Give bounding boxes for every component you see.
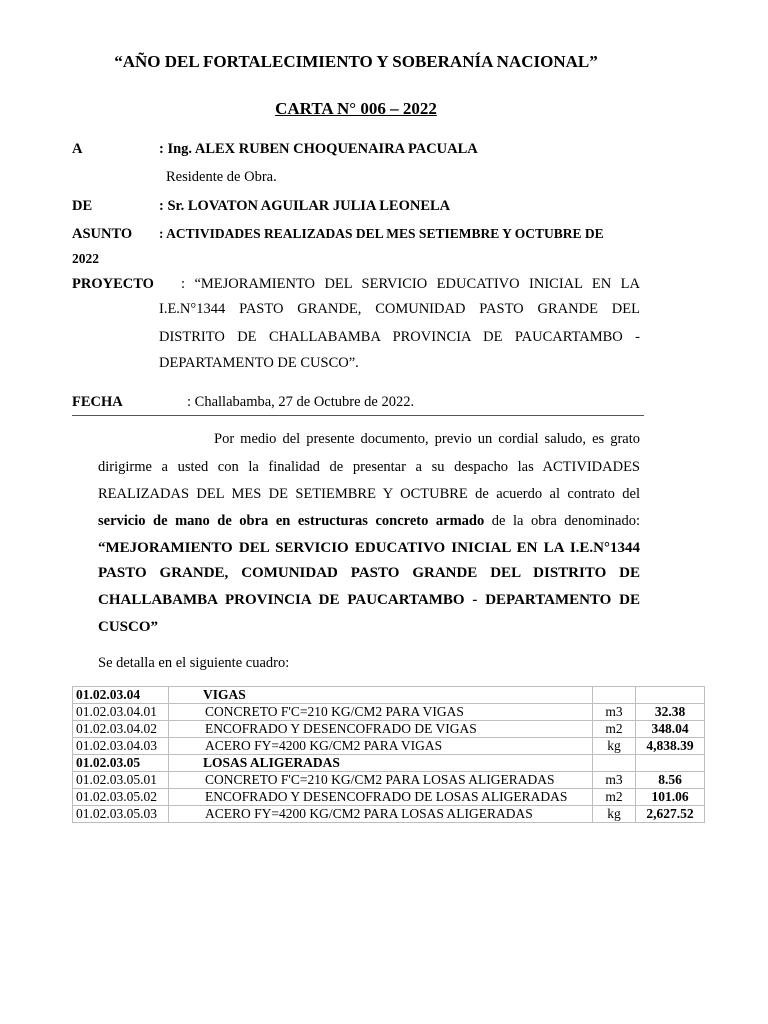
table-row bbox=[73, 772, 705, 789]
item-code: 01.02.03.05.03 bbox=[73, 806, 169, 823]
project-name-line: CHALLABAMBA PROVINCIA DE PAUCARTAMBO - DEPARTAMENTO DE bbox=[98, 592, 640, 608]
item-quantity: 8.56 bbox=[636, 772, 705, 789]
item-code: 01.02.03.04 bbox=[73, 687, 169, 704]
item-quantity bbox=[636, 755, 705, 772]
subject-value: : ACTIVIDADES REALIZADAS DEL MES SETIEMBRE Y OCTUBRE DE bbox=[159, 226, 604, 241]
body-line: dirigirme a usted con la finalidad de presentar a su despacho las ACTIVIDADES bbox=[98, 459, 640, 475]
item-quantity: 4,838.39 bbox=[636, 738, 705, 755]
body-line: Por medio del presente documento, previo un cordial saludo, es grato bbox=[214, 431, 640, 447]
table-group-row bbox=[73, 755, 705, 772]
item-description: ENCOFRADO Y DESENCOFRADO DE LOSAS ALIGERADAS bbox=[169, 789, 593, 806]
item-code: 01.02.03.05.01 bbox=[73, 772, 169, 789]
subject-label: ASUNTO bbox=[72, 226, 133, 242]
item-code: 01.02.03.04.02 bbox=[73, 721, 169, 738]
project-name-line: CUSCO” bbox=[98, 619, 159, 635]
letter-number-title: CARTA N° 006 – 2022 bbox=[275, 99, 437, 118]
item-description: CONCRETO F'C=210 KG/CM2 PARA LOSAS ALIGERADAS bbox=[169, 772, 593, 789]
item-quantity: 2,627.52 bbox=[636, 806, 705, 823]
item-unit bbox=[593, 687, 636, 704]
subject-year: 2022 bbox=[72, 251, 99, 266]
recipient-label: A bbox=[72, 141, 83, 157]
table-row bbox=[73, 721, 705, 738]
item-description: ENCOFRADO Y DESENCOFRADO DE VIGAS bbox=[169, 721, 593, 738]
project-line: : “MEJORAMIENTO DEL SERVICIO EDUCATIVO INICIAL EN LA bbox=[181, 276, 640, 292]
project-line: I.E.N°1344 PASTO GRANDE, COMUNIDAD PASTO GRANDE DEL bbox=[159, 301, 640, 317]
item-unit: m3 bbox=[593, 704, 636, 721]
item-description: VIGAS bbox=[169, 687, 593, 704]
item-quantity bbox=[636, 687, 705, 704]
body-line: REALIZADAS DEL MES DE SETIEMBRE Y OCTUBRE de acuerdo al contrato del bbox=[98, 486, 640, 502]
item-quantity: 32.38 bbox=[636, 704, 705, 721]
header-divider bbox=[72, 415, 644, 416]
activities-table bbox=[72, 686, 705, 823]
project-label: PROYECTO bbox=[72, 276, 154, 292]
table-group-row bbox=[73, 687, 705, 704]
item-description: LOSAS ALIGERADAS bbox=[169, 755, 593, 772]
item-unit: kg bbox=[593, 738, 636, 755]
item-code: 01.02.03.04.01 bbox=[73, 704, 169, 721]
project-line: DISTRITO DE CHALLABAMBA PROVINCIA DE PAUCARTAMBO - bbox=[159, 329, 640, 345]
table-row bbox=[73, 738, 705, 755]
item-code: 01.02.03.05 bbox=[73, 755, 169, 772]
item-description: ACERO FY=4200 KG/CM2 PARA LOSAS ALIGERADAS bbox=[169, 806, 593, 823]
project-line: DEPARTAMENTO DE CUSCO”. bbox=[159, 355, 359, 371]
contract-service-text: servicio de mano de obra en estructuras concreto armado bbox=[98, 513, 485, 529]
item-code: 01.02.03.05.02 bbox=[73, 789, 169, 806]
item-description: CONCRETO F'C=210 KG/CM2 PARA VIGAS bbox=[169, 704, 593, 721]
project-name-line: “MEJORAMIENTO DEL SERVICIO EDUCATIVO INICIAL EN LA I.E.N°1344 bbox=[98, 540, 640, 556]
table-row bbox=[73, 789, 705, 806]
item-quantity: 348.04 bbox=[636, 721, 705, 738]
item-unit: m2 bbox=[593, 789, 636, 806]
item-unit: m3 bbox=[593, 772, 636, 789]
body-line bbox=[98, 512, 640, 530]
recipient-role: Residente de Obra. bbox=[166, 169, 277, 185]
item-code: 01.02.03.04.03 bbox=[73, 738, 169, 755]
year-title: “AÑO DEL FORTALECIMIENTO Y SOBERANÍA NACIONAL” bbox=[114, 52, 598, 71]
date-label: FECHA bbox=[72, 394, 123, 410]
body-line-rest: de la obra denominado: bbox=[484, 513, 641, 529]
detail-intro: Se detalla en el siguiente cuadro: bbox=[98, 655, 290, 671]
sender-label: DE bbox=[72, 198, 93, 214]
table-row bbox=[73, 806, 705, 823]
item-quantity: 101.06 bbox=[636, 789, 705, 806]
item-unit: kg bbox=[593, 806, 636, 823]
project-name-line: PASTO GRANDE, COMUNIDAD PASTO GRANDE DEL DISTRITO DE bbox=[98, 565, 640, 581]
date-value: : Challabamba, 27 de Octubre de 2022. bbox=[187, 394, 415, 410]
table-row bbox=[73, 704, 705, 721]
item-unit: m2 bbox=[593, 721, 636, 738]
item-description: ACERO FY=4200 KG/CM2 PARA VIGAS bbox=[169, 738, 593, 755]
item-unit bbox=[593, 755, 636, 772]
recipient-value: : Ing. ALEX RUBEN CHOQUENAIRA PACUALA bbox=[159, 141, 478, 157]
sender-value: : Sr. LOVATON AGUILAR JULIA LEONELA bbox=[159, 198, 451, 214]
